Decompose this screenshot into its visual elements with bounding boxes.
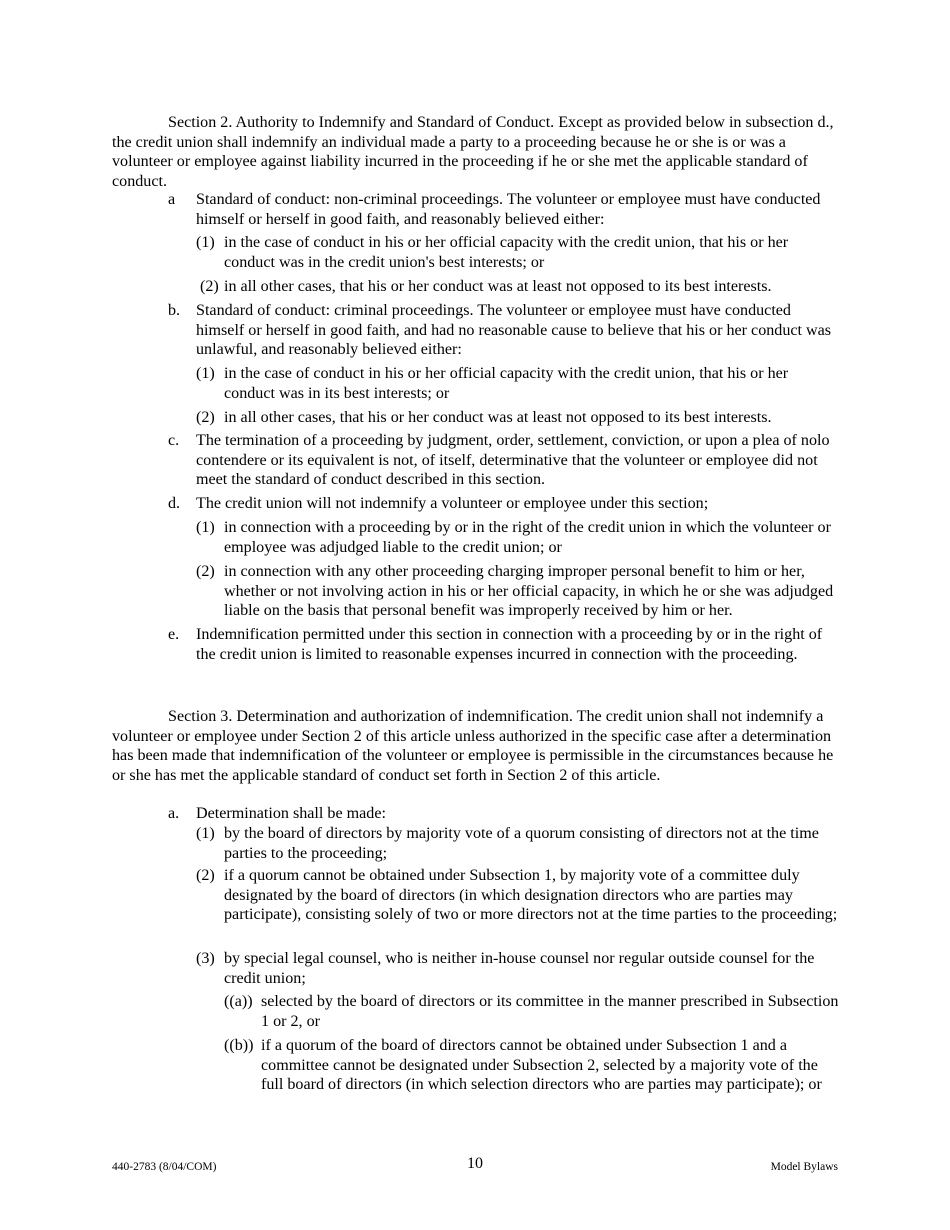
sub-text: in the case of conduct in his or her official capacity with the credit union, that his or her conduct was in the credit union's best interests; or (224, 234, 789, 271)
sub-label: (1) (196, 519, 215, 536)
subsub-text: if a quorum of the board of directors cannot be obtained under Subsection 1 and a committee cannot be designated under Subsection 2, selected by a majority vote of the full board of directors (in which selection directors who are parties may participate); or (261, 1037, 822, 1094)
sub-label: (3) (196, 950, 215, 967)
subsub-label: ((b)) (224, 1037, 254, 1054)
item-text: Indemnification permitted under this section in connection with a proceeding by or in the right of the credit union is limited to reasonable expenses incurred in connection with the proceeding. (196, 626, 823, 663)
section-2-intro: Section 2. Authority to Indemnify and Standard of Conduct. Except as provided below in subsection d., the credit union shall indemnify an individual made a party to a proceeding because he or she is or was a volunteer or employee against liability incurred in the proceeding if he or she met the applicable standard of conduct. (112, 114, 834, 190)
subsub-text: selected by the board of directors or its committee in the manner prescribed in Subsection 1 or 2, or (261, 993, 839, 1030)
sub-label: (2) (196, 409, 215, 426)
section-3-intro: Section 3. Determination and authorization of indemnification. The credit union shall not indemnify a volunteer or employee under Section 2 of this article unless authorized in the specific case after a determination has been made that indemnification of the volunteer or employee is permissible in the circumstances because he or she has met the applicable standard of conduct set forth in Section 2 of this article. (112, 708, 834, 784)
item-label: e. (168, 626, 180, 643)
item-label: a (168, 191, 176, 208)
item-label: d. (168, 495, 181, 512)
item-label: c. (168, 432, 180, 449)
footer-document-title: Model Bylaws (770, 1161, 838, 1173)
sub-label: (2) (200, 278, 219, 295)
sub-text: in connection with any other proceeding charging improper personal benefit to him or her, whether or not involving action in his or her official capacity, in which he or she was adjudged liable on the basis that personal benefit was improperly received by him or her. (224, 563, 834, 620)
sub-text: by special legal counsel, who is neither in-house counsel nor regular outside counsel for the credit union; (224, 950, 815, 987)
sub-label: (2) (196, 563, 215, 580)
sub-text: in all other cases, that his or her conduct was at least not opposed to its best interests. (224, 278, 772, 295)
item-text: Determination shall be made: (196, 805, 386, 822)
sub-label: (1) (196, 234, 215, 251)
sub-text: in the case of conduct in his or her official capacity with the credit union, that his or her conduct was in its best interests; or (224, 365, 789, 402)
item-label: b. (168, 302, 181, 319)
sub-text: by the board of directors by majority vote of a quorum consisting of directors not at the time parties to the proceeding; (224, 825, 819, 862)
sub-text: if a quorum cannot be obtained under Subsection 1, by majority vote of a committee duly designated by the board of directors (in which designation directors who are parties may participate), consisting solely of two or more directors not at the time parties to the proceeding; (224, 867, 838, 924)
sub-text: in connection with a proceeding by or in the right of the credit union in which the volunteer or employee was adjudged liable to the credit union; or (224, 519, 831, 556)
sub-label: (1) (196, 365, 215, 382)
sub-label: (1) (196, 825, 215, 842)
item-label: a. (168, 805, 180, 822)
subsub-label: ((a)) (224, 993, 253, 1010)
item-text: Standard of conduct: non-criminal proceedings. The volunteer or employee must have conducted himself or herself in good faith, and reasonably believed either: (196, 191, 821, 228)
item-text: Standard of conduct: criminal proceedings. The volunteer or employee must have conducted himself or herself in good faith, and had no reasonable cause to believe that his or her conduct was unlawful, and reasonably believed either: (196, 302, 832, 359)
sub-label: (2) (196, 867, 215, 884)
item-text: The termination of a proceeding by judgment, order, settlement, conviction, or upon a plea of nolo contendere or its equivalent is not, of itself, determinative that the volunteer or employee did not meet the standard of conduct described in this section. (196, 432, 830, 489)
footer-form-number: 440-2783 (8/04/COM) (112, 1161, 217, 1173)
item-text: The credit union will not indemnify a volunteer or employee under this section; (196, 495, 709, 512)
sub-text: in all other cases, that his or her conduct was at least not opposed to its best interests. (224, 409, 772, 426)
footer-page-number: 10 (467, 1155, 483, 1172)
